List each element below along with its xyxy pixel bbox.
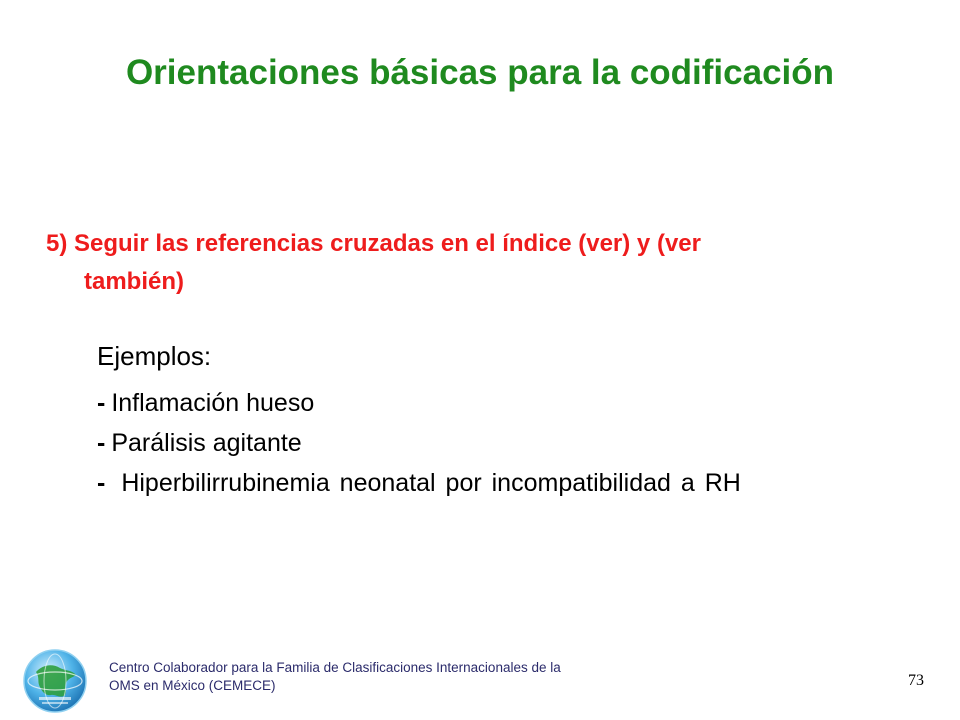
examples-label: Ejemplos: (97, 341, 212, 371)
footer-organization-line-2: OMS en México (CEMECE) (109, 678, 276, 693)
example-dash: - (97, 429, 106, 457)
example-text: Hiperbilirrubinemia neonatal por incompatibilidad a RH (121, 469, 741, 497)
example-dash: - (97, 469, 106, 497)
guideline-point-line-2: también) (84, 268, 185, 295)
example-dash: - (97, 389, 106, 417)
cemece-globe-logo-icon (22, 648, 88, 714)
example-item (97, 383, 741, 423)
example-item (97, 463, 741, 503)
example-item (97, 423, 741, 463)
example-text: Parálisis agitante (111, 429, 302, 457)
example-list (97, 383, 741, 503)
guideline-point-line-1: 5) Seguir las referencias cruzadas en el índice (ver) y (ver (46, 230, 701, 257)
footer-organization-line-1: Centro Colaborador para la Familia de Clasificaciones Internacionales de la (109, 660, 561, 675)
example-text: Inflamación hueso (111, 389, 315, 417)
footer-organization (109, 659, 669, 695)
page-number: 73 (908, 672, 924, 689)
guideline-point (46, 225, 926, 301)
slide-title: Orientaciones básicas para la codificación (125, 53, 835, 92)
